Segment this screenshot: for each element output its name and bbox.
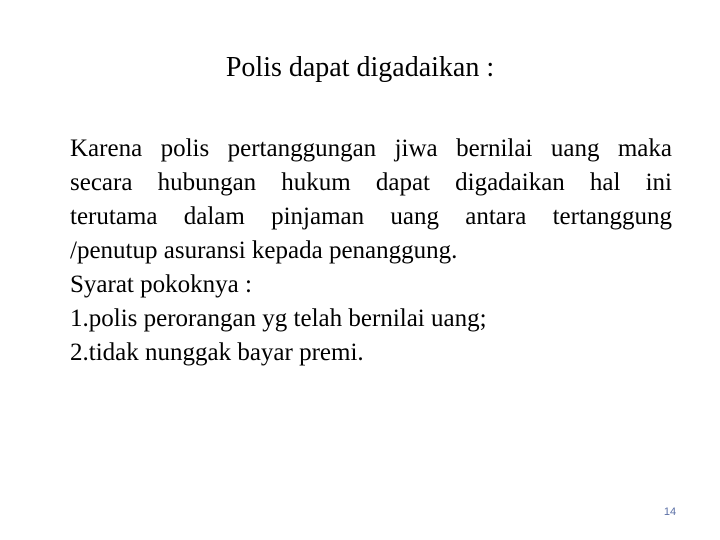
paragraph-line-3: terutama dalam pinjaman uang antara tertanggung xyxy=(70,203,672,230)
body-paragraph xyxy=(70,132,672,268)
requirement-item-2: 2.tidak nunggak bayar premi. xyxy=(70,339,364,366)
slide-title: Polis dapat digadaikan : xyxy=(225,52,495,83)
paragraph-line-4: /penutup asuransi kepada penanggung. xyxy=(70,237,458,264)
paragraph-line-2: secara hubungan hukum dapat digadaikan hal ini xyxy=(70,169,672,196)
requirement-item-1: 1.polis perorangan yg telah bernilai uang; xyxy=(70,305,487,332)
slide-body xyxy=(70,132,672,370)
paragraph-line-1: Karena polis pertanggungan jiwa bernilai uang maka xyxy=(70,135,672,162)
page-number: 14 xyxy=(663,506,677,518)
requirements-heading: Syarat pokoknya : xyxy=(70,271,252,298)
